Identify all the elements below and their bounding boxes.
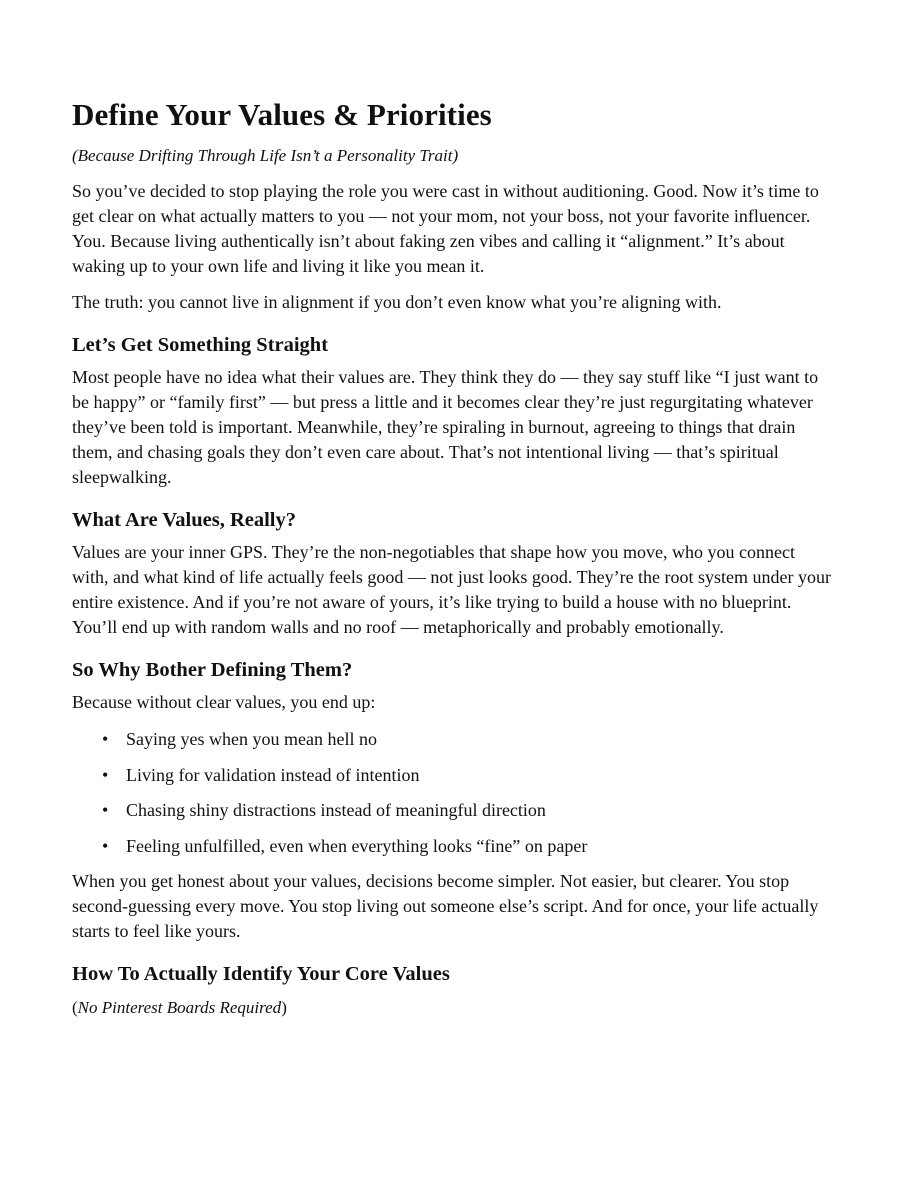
list-item-text: Chasing shiny distractions instead of meaningful direction — [126, 800, 546, 820]
section-heading-identify: How To Actually Identify Your Core Values — [72, 963, 450, 985]
list-item-text: Feeling unfulfilled, even when everything looks “fine” on paper — [126, 835, 588, 856]
bullet-list — [72, 727, 832, 859]
page-subtitle: (Because Drifting Through Life Isn’t a Personality Trait) — [72, 146, 459, 165]
bullet-icon: • — [102, 800, 109, 820]
page-title: Define Your Values & Priorities — [72, 97, 492, 132]
section-paragraph-values: Values are your inner GPS. They’re the non-negotiables that shape how you move, who you connect with, and what kind of life actually feels good — not just looks good. They’re the root system under your entire existence. And if you’re not aware of yours, it’s like trying to build a house with no blueprint. You’ll end up with random walls and no roof — metaphorically and probably emotionally. — [72, 542, 832, 637]
intro-paragraph-2: The truth: you cannot live in alignment if you don’t even know what you’re aligning with. — [72, 292, 722, 312]
section-paragraph-straight: Most people have no idea what their values are. They think they do — they say stuff like “I just want to be happy” or “family first” — but press a little and it becomes clear they’re just regurgitating whatever they’ve been told is important. Meanwhile, they’re spiraling in burnout, agreeing to things that drain them, and chasing goals they don’t even care about. That’s not intentional living — that’s spiritual sleepwalking. — [72, 367, 819, 487]
list-item — [102, 727, 832, 752]
section-lead-why: Because without clear values, you end up: — [72, 692, 376, 712]
intro-paragraph-1: So you’ve decided to stop playing the role you were cast in without auditioning. Good. Now it’s time to get clear on what actually matters to you — not your mom, not your boss, not your favorite influencer. You. Because living authentically isn’t about faking zen vibes and calling it “alignment.” It’s about waking up to your own life and living it like you mean it. — [72, 181, 819, 276]
section-subtitle-text: No Pinterest Boards Required — [77, 998, 282, 1017]
bullet-icon: • — [102, 835, 109, 856]
section-heading-why: So Why Bother Defining Them? — [72, 659, 353, 681]
paren-close: ) — [281, 998, 287, 1017]
list-item — [102, 798, 832, 823]
list-item — [102, 763, 832, 788]
section-subtitle-identify — [72, 996, 832, 1020]
document-page — [72, 94, 832, 1020]
bullet-icon: • — [102, 764, 109, 785]
list-item-text: Living for validation instead of intention — [126, 764, 420, 785]
bullet-icon: • — [102, 729, 109, 749]
section-closing-why: When you get honest about your values, decisions become simpler. Not easier, but clearer. You stop second-guessing every move. You stop living out someone else’s script. And for once, your life actually starts to feel like yours. — [72, 871, 819, 941]
section-heading-values: What Are Values, Really? — [72, 509, 296, 531]
section-heading-straight: Let’s Get Something Straight — [72, 334, 329, 356]
list-item — [102, 834, 832, 859]
paren-open: ( — [72, 998, 78, 1017]
list-item-text: Saying yes when you mean hell no — [126, 729, 377, 749]
